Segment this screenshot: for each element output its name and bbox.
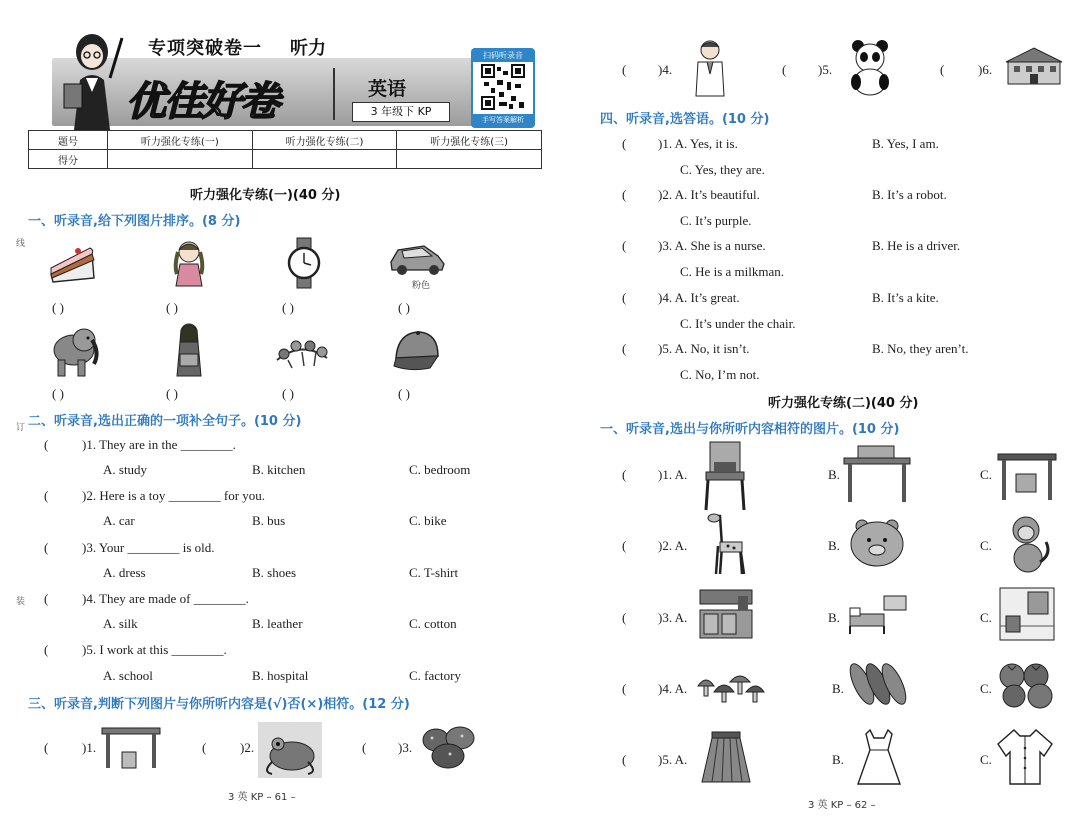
answer-open-paren[interactable]: ( [782,62,787,77]
score-row-label: 得分 [29,150,108,169]
binding-mark: 装 [16,597,26,607]
answer-blank[interactable]: ( ) [282,300,294,315]
cake-slice-icon [48,240,98,286]
option-b: B. He is a driver. [872,238,961,253]
cap-icon [390,326,442,374]
choice-a-label: )1. A. [658,467,688,482]
option-b: B. Yes, I am. [872,136,939,151]
score-cell-3[interactable] [397,150,542,169]
answer-open-paren[interactable]: ( [622,681,627,696]
option-a: A. dress [103,565,146,580]
bear-icon [846,516,908,570]
answer-open-paren[interactable]: ( [622,752,627,767]
sec4-question: )3. A. She is a nurse. [658,238,766,253]
grade-label: 3 年级下 KP [352,102,450,122]
answer-open-paren[interactable]: ( [44,740,49,755]
answer-blank[interactable]: ( ) [398,386,410,401]
option-b: B. leather [252,616,303,631]
doctor-icon [690,38,730,96]
part1-title: 听力强化专练(一)(40 分) [190,188,341,203]
series-title: 专项突破卷一 [148,38,262,59]
page-footer: 3 英 KP – 62 – [808,800,876,811]
shirt-icon [996,726,1054,786]
choice-c-label: C. [980,538,992,553]
binding-mark: 订 [16,423,26,433]
sec4-question: )4. A. It’s great. [658,290,740,305]
choice-c-label: C. [980,610,992,625]
sec2-question: )2. Here is a toy ________ for you. [82,488,266,503]
option-c: C. No, I’m not. [680,367,760,382]
qr-bottom-label: 手写答案解析 [473,114,533,126]
kitchen-icon [698,588,754,640]
score-header-3: 听力强化专练(三) [397,131,542,150]
chair-books-icon [700,440,750,510]
answer-blank[interactable]: ( ) [398,300,410,315]
potatoes-icon [420,724,478,770]
table-books-icon [842,444,912,502]
sec2-heading: 二、听录音,选出正确的一项补全句子。(10 分) [28,414,302,429]
table-box-icon [996,452,1058,500]
answer-open-paren[interactable]: ( [44,540,49,555]
option-c: C. bedroom [409,462,471,477]
choice-a-label: )2. A. [658,538,688,553]
sec4-question: )2. A. It’s beautiful. [658,187,760,202]
option-c: C. factory [409,668,461,683]
option-a: A. silk [103,616,138,631]
sec2-question: )3. Your ________ is old. [82,540,215,555]
answer-open-paren[interactable]: ( [44,642,49,657]
score-table [28,130,542,169]
answer-open-paren[interactable]: ( [362,740,367,755]
answer-blank[interactable]: ( ) [166,300,178,315]
option-c: C. It’s purple. [680,213,752,228]
living-room-icon [998,586,1056,642]
qr-top-label: 扫码听录音 [473,50,533,62]
option-c: C. It’s under the chair. [680,316,796,331]
choice-c-label: C. [980,752,992,767]
option-c: C. He is a milkman. [680,264,784,279]
banner-divider [333,68,335,120]
sec2-question: )1. They are in the ________. [82,437,236,452]
answer-open-paren[interactable]: ( [622,341,627,356]
choice-b-label: B. [828,610,840,625]
score-header-no: 题号 [29,131,108,150]
sec4-question: )5. A. No, it isn’t. [658,341,750,356]
answer-open-paren[interactable]: ( [622,136,627,151]
score-cell-1[interactable] [108,150,253,169]
choice-b-label: B. [832,681,844,696]
page-62 [550,0,1080,820]
answer-blank[interactable]: ( ) [52,386,64,401]
girl-braids-icon [168,238,210,288]
table-ball-icon [100,724,162,770]
choice-a-label: )3. A. [658,610,688,625]
score-cell-2[interactable] [252,150,397,169]
option-b: B. It’s a robot. [872,187,947,202]
answer-open-paren[interactable]: ( [940,62,945,77]
option-a: A. study [103,462,148,477]
sec4-heading: 四、听录音,选答语。(10 分) [600,112,770,127]
option-c: C. Yes, they are. [680,162,765,177]
pink-car-icon [388,240,446,276]
answer-open-paren[interactable]: ( [622,290,627,305]
series-topic: 听力 [290,38,326,59]
option-b: B. kitchen [252,462,306,477]
option-b: B. bus [252,513,286,528]
score-header-2: 听力强化专练(二) [252,131,397,150]
watch-icon [286,238,322,288]
dress-icon [856,728,902,786]
monkey-icon [1006,514,1052,574]
option-b: B. It’s a kite. [872,290,939,305]
mushrooms-icon [696,670,766,706]
option-a: A. school [103,668,153,683]
sec3-item: )1. [82,740,97,755]
teacher-mascot-icon [60,30,126,130]
choice-c-label: C. [980,681,992,696]
binding-mark: 线 [16,239,26,249]
sec3-item: )4. [658,62,673,77]
sec3-heading: 三、听录音,判断下列图片与你所听内容是(√)否(×)相符。(12 分) [28,697,410,712]
sec3-item: )6. [978,62,993,77]
option-c: C. T-shirt [409,565,459,580]
bedroom-icon [846,594,908,634]
qr-panel[interactable] [471,48,535,128]
sec3-item: )5. [818,62,833,77]
panda-icon [846,38,894,96]
qr-code-icon[interactable] [481,64,525,110]
choice-a-label: )4. A. [658,681,688,696]
option-b: B. hospital [252,668,309,683]
sec3-item: )2. [240,740,255,755]
choice-b-label: B. [828,538,840,553]
choice-a-label: )5. A. [658,752,688,767]
answer-open-paren[interactable]: ( [622,538,627,553]
frog-icon [258,722,322,778]
answer-open-paren[interactable]: ( [44,437,49,452]
answer-open-paren[interactable]: ( [44,488,49,503]
option-c: C. cotton [409,616,457,631]
answer-open-paren[interactable]: ( [622,187,627,202]
subject-label: 英语 [368,78,407,100]
elephant-icon [44,322,100,378]
option-a: A. car [103,513,135,528]
answer-open-paren[interactable]: ( [202,740,207,755]
answer-open-paren[interactable]: ( [44,591,49,606]
tomatoes-icon [998,662,1058,708]
answer-open-paren[interactable]: ( [622,238,627,253]
answer-blank[interactable]: ( ) [52,300,64,315]
answer-blank[interactable]: ( ) [166,386,178,401]
part2-sec1-heading: 一、听录音,选出与你所听内容相符的图片。(10 分) [600,422,900,437]
part2-title: 听力强化专练(二)(40 分) [768,396,919,411]
answer-open-paren[interactable]: ( [622,62,627,77]
sec3-item: )3. [398,740,413,755]
skirt-icon [700,730,752,784]
sec1-heading: 一、听录音,给下列图片排序。(8 分) [28,214,241,229]
answer-open-paren[interactable]: ( [622,467,627,482]
corn-icon [846,660,906,708]
choice-c-label: C. [980,467,992,482]
score-header-1: 听力强化专练(一) [108,131,253,150]
sec2-question: )4. They are made of ________. [82,591,249,606]
sec2-question: )5. I work at this ________. [82,642,227,657]
giraffe-icon [704,512,750,576]
school-building-icon [1004,46,1064,86]
option-c: C. bike [409,513,447,528]
option-b: B. shoes [252,565,297,580]
pink-caption: 粉色 [412,281,431,291]
answer-open-paren[interactable]: ( [622,610,627,625]
answer-blank[interactable]: ( ) [282,386,294,401]
woman-bag-icon [172,322,206,378]
choice-b-label: B. [828,467,840,482]
sec4-question: )1. A. Yes, it is. [658,136,738,151]
flowers-icon [272,330,332,370]
brand-logo: 优佳好卷 [126,79,278,125]
page-footer: 3 英 KP – 61 – [228,792,296,803]
option-b: B. No, they aren’t. [872,341,969,356]
choice-b-label: B. [832,752,844,767]
